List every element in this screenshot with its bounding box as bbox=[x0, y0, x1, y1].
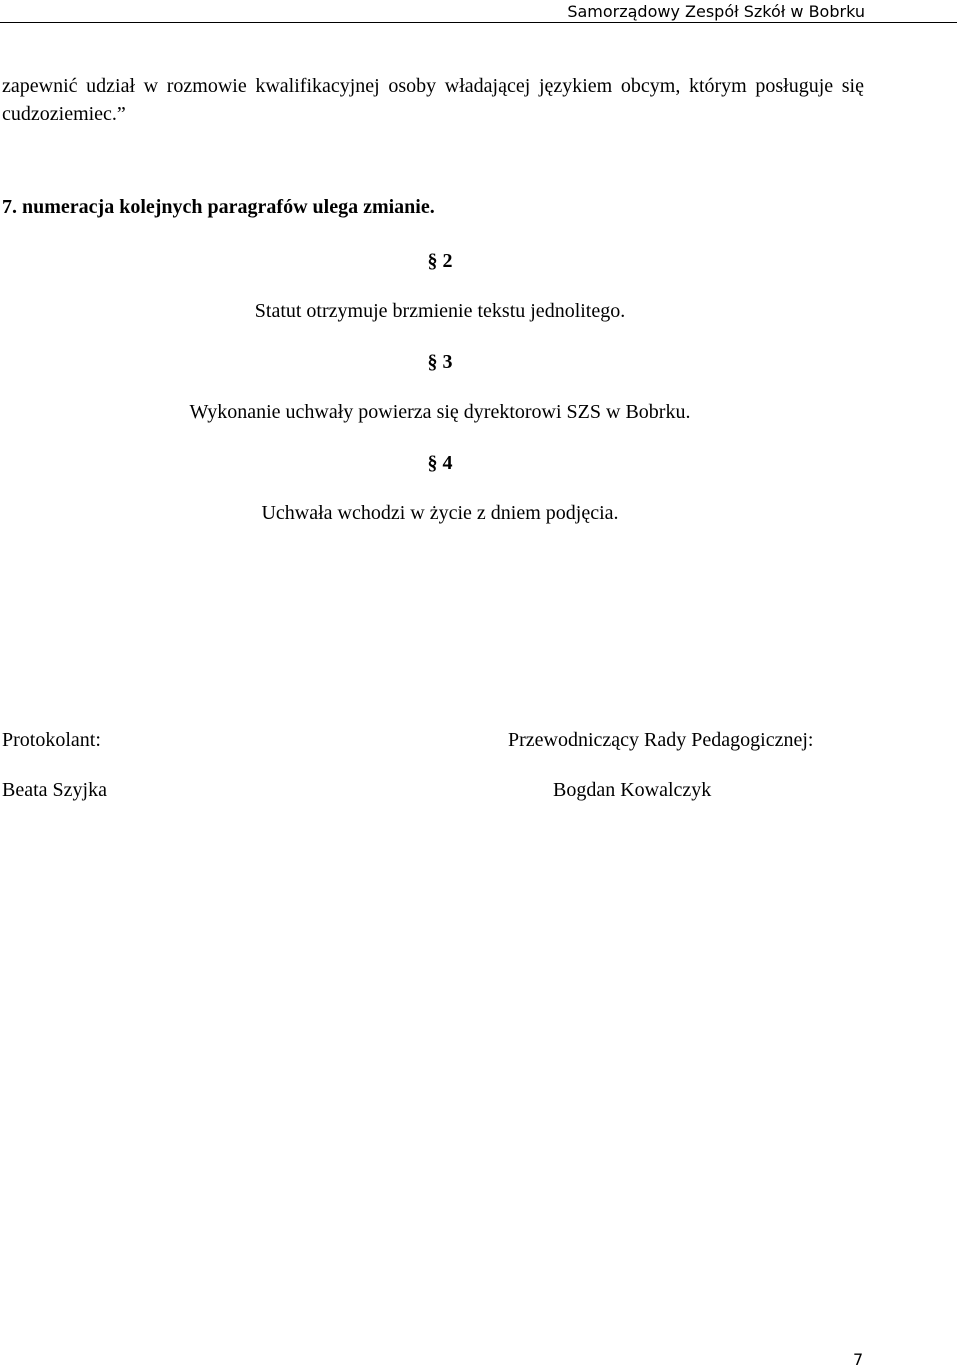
paragraph-continuation: zapewnić udział w rozmowie kwalifikacyjnej osoby władającej językiem obcym, którym posługuje się cudzoziemiec.” bbox=[2, 75, 864, 125]
header-rule bbox=[0, 22, 957, 23]
page-header bbox=[0, 0, 960, 26]
section-mark-3: § 3 bbox=[427, 351, 453, 373]
header-title: Samorządowy Zespół Szkół w Bobrku bbox=[567, 2, 865, 21]
point-7: 7. numeracja kolejnych paragrafów ulega zmianie. bbox=[2, 196, 435, 218]
section-text-2: Statut otrzymuje brzmienie tekstu jednolitego. bbox=[254, 300, 626, 322]
page-number: 7 bbox=[853, 1350, 864, 1369]
signature-label-recorder: Protokolant: bbox=[2, 729, 101, 751]
signature-name-chair: Bogdan Kowalczyk bbox=[553, 779, 712, 801]
section-mark-4: § 4 bbox=[427, 452, 453, 474]
signature-label-chair: Przewodniczący Rady Pedagogicznej: bbox=[508, 729, 814, 751]
section-text-4: Uchwała wchodzi w życie z dniem podjęcia. bbox=[261, 502, 619, 524]
signature-name-recorder: Beata Szyjka bbox=[2, 779, 107, 801]
section-text-3: Wykonanie uchwały powierza się dyrektorowi SZS w Bobrku. bbox=[189, 401, 691, 423]
section-mark-2: § 2 bbox=[427, 250, 453, 272]
